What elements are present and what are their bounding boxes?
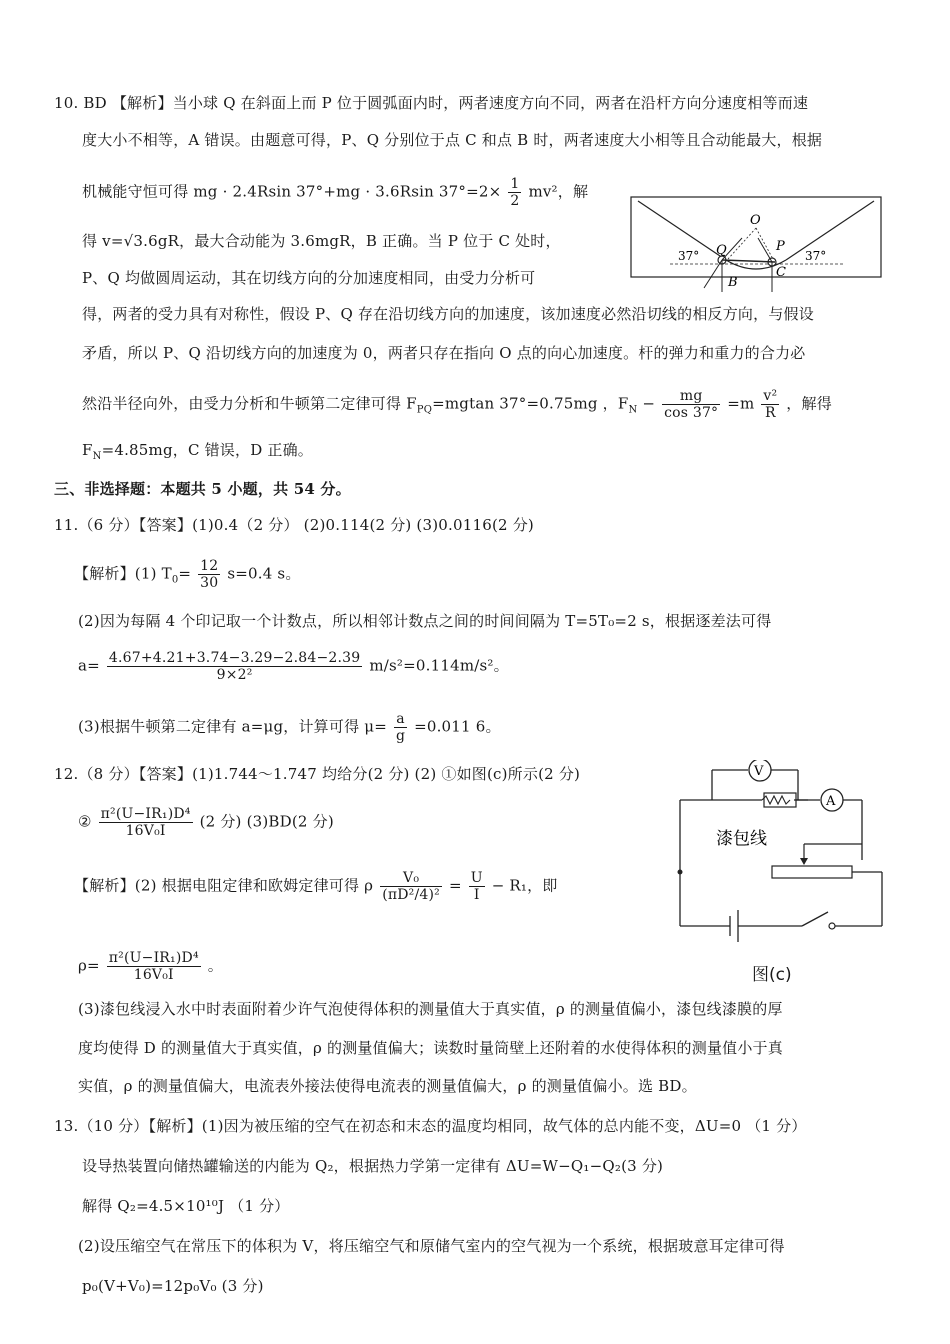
q13-line-2: 设导热装置向储热罐输送的内能为 Q₂，根据热力学第一定律有 ΔU=W−Q₁−Q₂(3 分) [82,1157,664,1175]
svg-text:O: O [750,213,761,228]
fraction-v2-r: $\frac{\text{v²}}{R}$ [763,388,778,421]
q12-line-2: ② $\frac{\text{π²(U−IR₁)D⁴}}{\text{16V₀I}}$ (2 分) (3)BD(2 分) [78,806,334,839]
slope-arc-figure [630,196,882,296]
fraction-rho-1: $\frac{\text{π²(U−IR₁)D⁴}}{\text{16V₀I}}$ [100,806,191,839]
fraction-half: $\frac{1}{2}$ [510,176,520,209]
q10-line-3: 机械能守恒可得 mg · 2.4Rsin 37°+mg · 3.6Rsin 37°=2× $\frac{1}{2}$ mv²，解 [82,176,589,209]
q11-line-3: a= $\frac{4.67+4.21+3.74-3.29-2.84-2.39}{\text{9×2²}}$ m/s²=0.114m/s²。 [78,650,509,683]
q12-line-7: 实值，ρ 的测量值偏大，电流表外接法使得电流表的测量值偏大，ρ 的测量值偏小。选 BD。 [78,1077,697,1095]
q12-line-6: 度均使得 D 的测量值大于真实值，ρ 的测量值偏大；读数时量筒壁上还附着的水使得体积的测量值小于真 [78,1039,783,1057]
q13-line-1: 13.（10 分）【解析】(1)因为被压缩的空气在初态和末态的温度均相同，故气体的总内能不变，ΔU=0 （1 分） [54,1117,807,1135]
q10-line-8: 然沿半径向外，由受力分析和牛顿第二定律可得 $F_{PQ}=mgtan$ 37°=0.75mg ，$F_N$ − $\frac{mg}{\cos 37^\circ}$ =m $\frac{\text{v²}}{R}$ ，解得 [82,388,832,421]
q13-line-5: p₀(V+V₀)=12p₀V₀ (3 分) [82,1277,264,1295]
svg-text:B: B [728,275,738,290]
q12-line-5: (3)漆包线浸入水中时表面附着少许气泡使得体积的测量值大于真实值，ρ 的测量值偏小，漆包线漆膜的厚 [78,1000,783,1018]
fraction-v0: $\frac{\text{V₀}}{\text{(πD²/4)²}}$ [382,870,440,903]
fraction-mg-cos: $\frac{mg}{\cos 37^\circ}$ [664,388,719,421]
fraction-u-i: $\frac{U}{I}$ [470,870,483,903]
q11-answer: 11.（6 分）【答案】(1)0.4（2 分） (2)0.114(2 分) (3)0.0116(2 分) [54,516,534,534]
svg-text:37°: 37° [678,249,700,263]
svg-text:A: A [826,794,836,809]
q10-line-5: P、Q 均做圆周运动，其在切线方向的分加速度相同，由受力分析可 [82,269,536,287]
q11-line-4: (3)根据牛顿第二定律有 a=μg，计算可得 μ= $\frac{a}{g}$ =0.011 6。 [78,711,501,744]
q12-line-4: ρ= $\frac{\text{π²(U−IR₁)D⁴}}{\text{16V₀I}}$ 。 [78,950,223,983]
svg-text:Q: Q [716,243,727,258]
q12-answer: 12.（8 分）【答案】(1)1.744～1.747 均给分(2 分) (2) ①如图(c)所示(2 分) [54,765,581,783]
svg-text:C: C [776,265,786,280]
svg-text:37°: 37° [805,249,827,263]
q12-line-3: 【解析】(2) 根据电阻定律和欧姆定律可得 ρ $\frac{\text{V₀}}{\text{(πD²/4)²}}$ = $\frac{U}{I}$ − R₁，即 [74,870,558,903]
q10-line-2: 度大小不相等，A 错误。由题意可得，P、Q 分别位于点 C 和点 B 时，两者速度大小相等且合动能最大，根据 [82,131,823,149]
fraction-rho-2: $\frac{\text{π²(U−IR₁)D⁴}}{\text{16V₀I}}$ [108,950,199,983]
q11-line-2: (2)因为每隔 4 个印记取一个计数点，所以相邻计数点之间的时间间隔为 T=5T₀=2 s，根据逐差法可得 [78,612,772,630]
svg-text:漆包线: 漆包线 [716,829,767,849]
q13-line-4: (2)设压缩空气在常压下的体积为 V，将压缩空气和原储气室内的空气视为一个系统，根据玻意耳定律可得 [78,1237,785,1255]
svg-text:V: V [754,764,764,779]
fraction-a-g: $\frac{a}{g}$ [395,711,406,744]
section-heading: 三、非选择题：本题共 5 小题，共 54 分。 [54,480,351,498]
circuit-figure [672,760,902,950]
q10-line-6: 得，两者的受力具有对称性，假设 P、Q 存在沿切线方向的加速度，该加速度必然沿切线的相反方向，与假设 [82,305,814,323]
q10-line-1: 10. BD 【解析】当小球 Q 在斜面上而 P 位于圆弧面内时，两者速度方向不同，两者在沿杆方向分速度相等而速 [54,94,809,112]
q10-line-7: 矛盾，所以 P、Q 沿切线方向的加速度为 0，两者只存在指向 O 点的向心加速度。杆的弹力和重力的合力必 [82,344,806,362]
figure-caption: 图(c) [752,965,792,985]
svg-text:P: P [776,239,785,254]
q10-line-9: $F_N=4.85mg$，C 错误，D 正确。 [82,441,313,462]
fraction-12-30: $\frac{12}{30}$ [200,558,219,591]
fraction-accel: $\frac{4.67+4.21+3.74-3.29-2.84-2.39}{\text{9×2²}}$ [108,650,361,683]
q13-line-3: 解得 Q₂=4.5×10¹⁰J （1 分） [82,1197,290,1215]
q11-line-1: 【解析】(1) $T_0=$ $\frac{12}{30}$ s=0.4 s。 [74,558,301,591]
q10-line-4: 得 v=√3.6gR，最大合动能为 3.6mgR，B 正确。当 P 位于 C 处时， [82,232,561,250]
